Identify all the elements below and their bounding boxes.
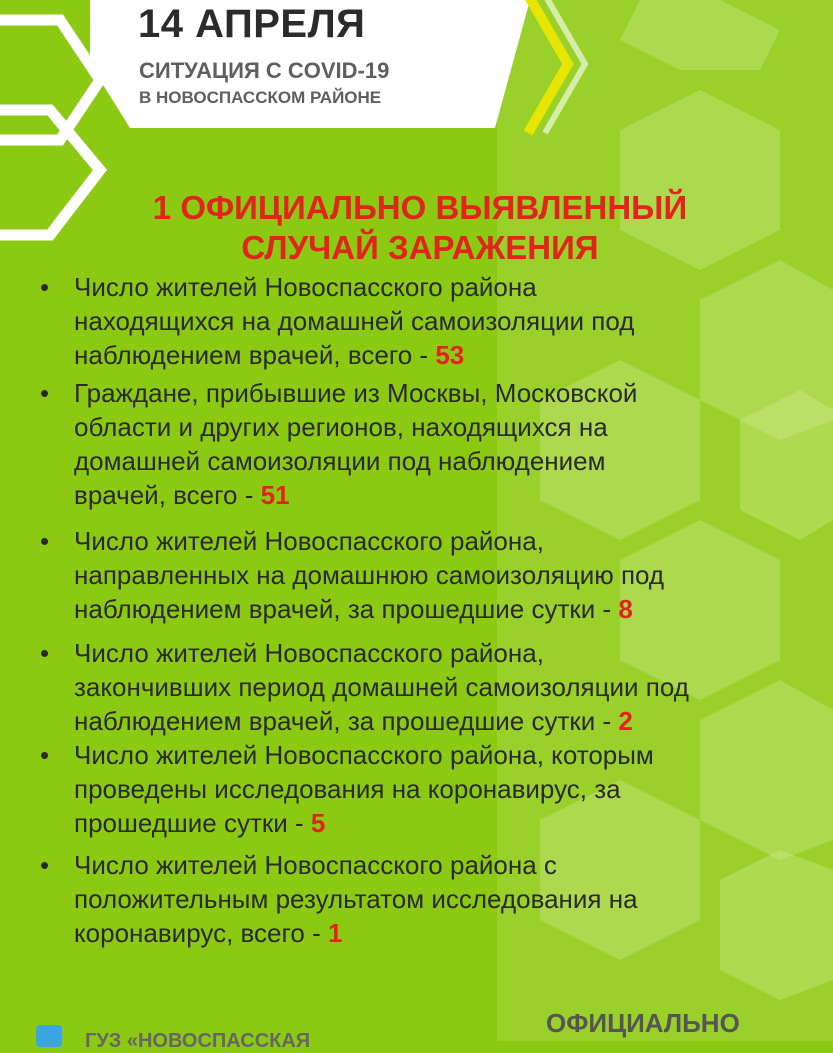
item-line: домашней самоизоляции под наблюдением bbox=[74, 446, 606, 476]
item-value: 2 bbox=[618, 706, 633, 736]
item-line: направленных на домашнюю самоизоляцию под bbox=[74, 560, 665, 590]
item-line: Число жителей Новоспасского района, bbox=[74, 638, 544, 668]
item-line: находящихся на домашней самоизоляции под bbox=[74, 306, 635, 336]
item-value: 53 bbox=[435, 340, 465, 370]
item-text: наблюдением врачей, за прошедшие сутки - bbox=[74, 706, 619, 736]
logo-icon bbox=[36, 1025, 62, 1047]
official-label: ОФИЦИАЛЬНО bbox=[546, 1008, 740, 1038]
item-text: врачей, всего - bbox=[74, 480, 261, 510]
item-text: прошедшие сутки - bbox=[74, 808, 311, 838]
item-line: области и других регионов, находящихся на bbox=[74, 412, 608, 442]
headline bbox=[100, 188, 740, 268]
item-text: наблюдением врачей, всего - bbox=[74, 340, 436, 370]
item-value: 8 bbox=[618, 594, 633, 624]
headline-line-1: 1 ОФИЦИАЛЬНО ВЫЯВЛЕННЫЙ bbox=[152, 189, 688, 226]
item-line: Число жителей Новоспасского района, bbox=[74, 526, 544, 556]
subtitle: СИТУАЦИЯ С COVID-19 bbox=[139, 58, 390, 83]
item-text: коронавирус, всего - bbox=[74, 918, 328, 948]
list-item bbox=[40, 270, 820, 372]
item-line: положительным результатом исследования на bbox=[74, 884, 638, 914]
item-text: наблюдением врачей, за прошедшие сутки - bbox=[74, 594, 619, 624]
bullet-icon: • bbox=[40, 272, 50, 302]
list-item bbox=[40, 738, 820, 840]
list-item bbox=[40, 636, 820, 738]
item-line bbox=[74, 704, 820, 738]
item-line bbox=[74, 806, 820, 840]
region-subtitle: В НОВОСПАССКОМ РАЙОНЕ bbox=[139, 88, 382, 107]
item-line: Число жителей Новоспасского района bbox=[74, 272, 537, 302]
list-item bbox=[40, 376, 820, 512]
item-line: проведены исследования на коронавирус, за bbox=[74, 774, 621, 804]
item-line: Граждане, прибывшие из Москвы, Московской bbox=[74, 378, 638, 408]
item-line: Число жителей Новоспасского района с bbox=[74, 850, 557, 880]
item-value: 51 bbox=[260, 480, 290, 510]
list-item bbox=[40, 848, 820, 950]
bullet-icon: • bbox=[40, 638, 50, 668]
item-value: 1 bbox=[327, 918, 343, 948]
item-line bbox=[74, 338, 820, 372]
organization-name: ГУЗ «НОВОСПАССКАЯ bbox=[85, 1030, 311, 1052]
bullet-icon: • bbox=[40, 378, 50, 408]
item-line bbox=[74, 592, 820, 626]
item-line bbox=[74, 916, 820, 950]
bullet-icon: • bbox=[40, 526, 50, 556]
item-line: закончивших период домашней самоизоляции под bbox=[74, 672, 689, 702]
item-value: 5 bbox=[310, 808, 326, 838]
date-title: 14 АПРЕЛЯ bbox=[138, 2, 366, 46]
statistics-list bbox=[40, 270, 820, 950]
headline-line-2: СЛУЧАЙ ЗАРАЖЕНИЯ bbox=[241, 229, 599, 266]
bullet-icon: • bbox=[40, 740, 50, 770]
bullet-icon: • bbox=[40, 850, 50, 880]
item-line bbox=[74, 478, 820, 512]
list-item bbox=[40, 524, 820, 626]
item-line: Число жителей Новоспасского района, которым bbox=[74, 740, 654, 770]
